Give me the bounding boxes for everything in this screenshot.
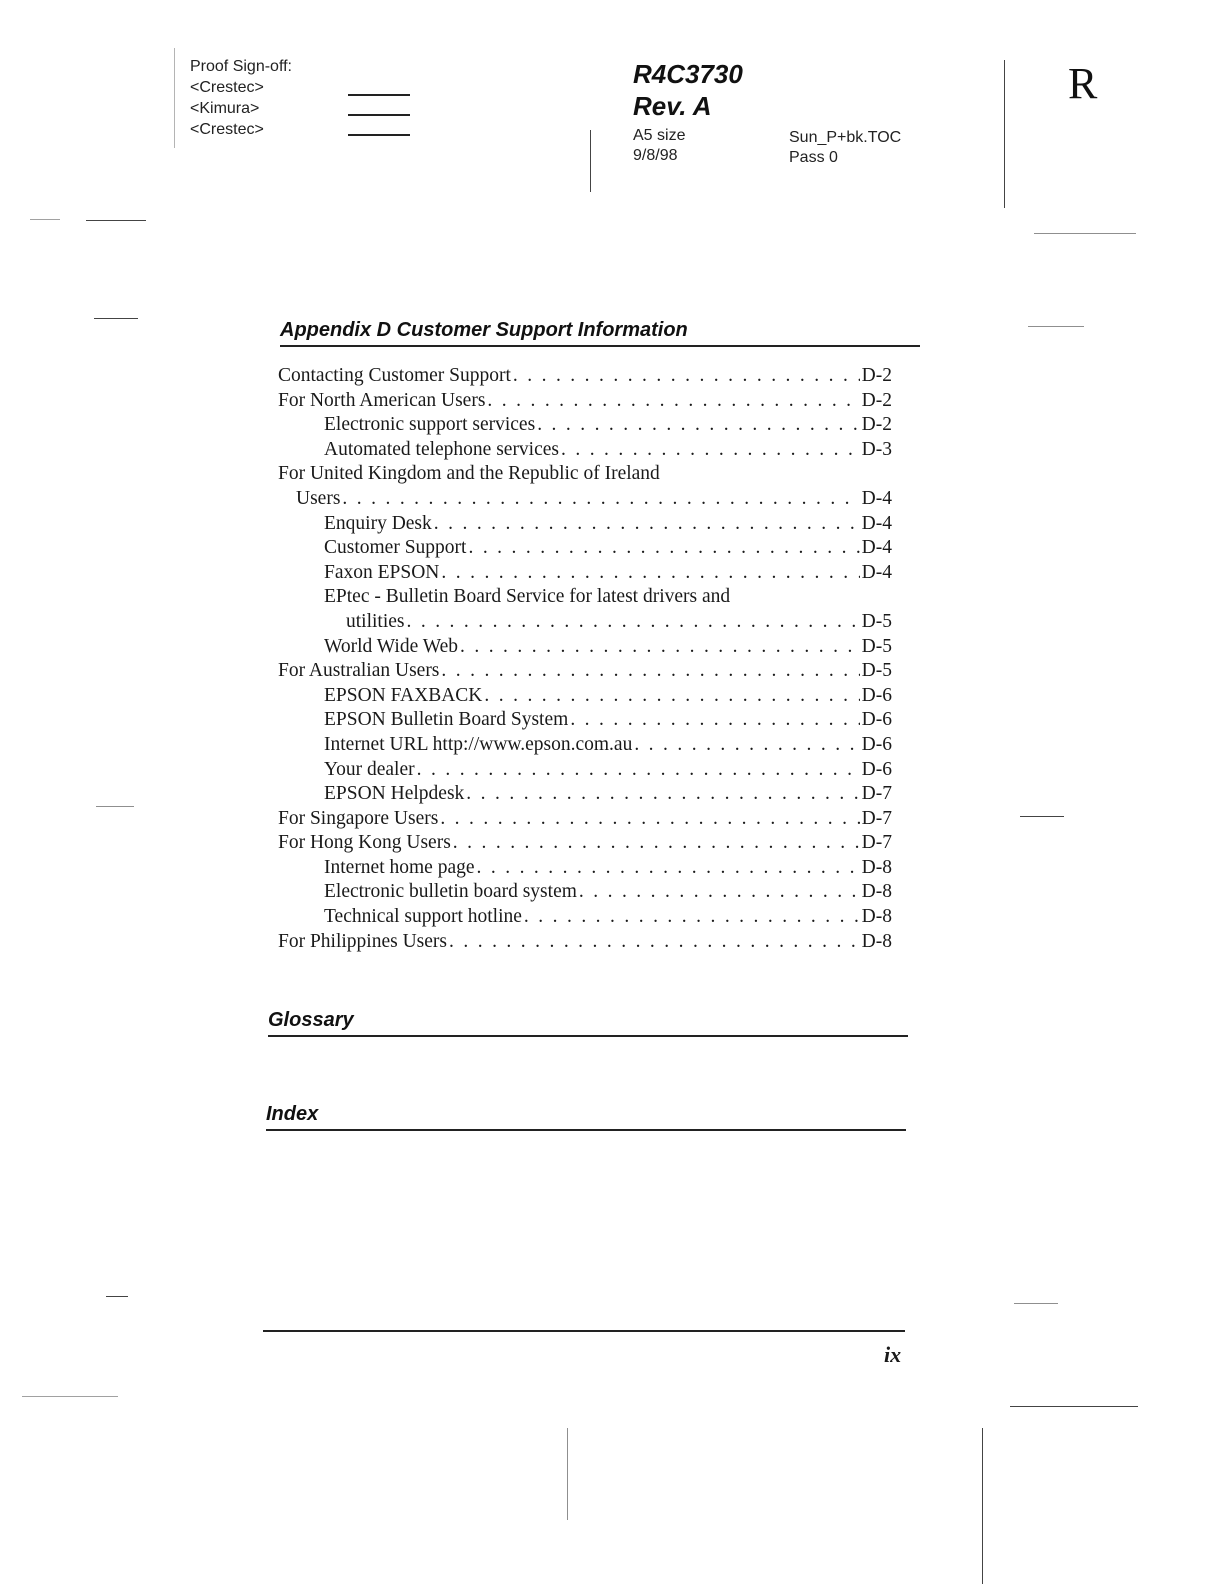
toc-entry-title: Your dealer	[324, 758, 415, 780]
toc-entry-page: D-7	[861, 783, 892, 805]
toc-entry-page: D-6	[861, 733, 892, 755]
page-number: ix	[884, 1342, 902, 1367]
toc-entry-title: World Wide Web	[324, 635, 458, 657]
toc-entry[interactable]	[270, 512, 892, 537]
toc-entry-title: Customer Support	[324, 537, 467, 559]
toc-entry[interactable]	[270, 684, 892, 709]
toc-entry[interactable]	[270, 364, 892, 389]
model-block	[633, 58, 743, 122]
toc-entry-title: For United Kingdom and the Republic of Ireland	[278, 463, 660, 485]
signer-1: <Crestec>	[190, 79, 264, 96]
file-pass-block	[789, 128, 901, 168]
toc-entry-page: D-4	[861, 561, 892, 583]
page-size: A5 size	[633, 127, 686, 144]
table-of-contents	[270, 364, 892, 954]
toc-entry-page: D-6	[861, 758, 892, 780]
crop-mark	[1004, 60, 1005, 208]
toc-entry-title: Internet home page	[324, 856, 475, 878]
file-name: Sun_P+bk.TOC	[789, 129, 902, 146]
toc-entry[interactable]	[270, 585, 892, 610]
model-number: R4C3730	[633, 59, 743, 89]
appendix-heading: Appendix D Customer Support Information	[280, 318, 920, 347]
toc-entry-title: Internet URL http://www.epson.com.au	[324, 733, 633, 755]
toc-entry-title: utilities	[346, 610, 405, 632]
toc-entry-title: Electronic bulletin board system	[324, 881, 577, 903]
crop-mark	[86, 220, 146, 221]
toc-entry-page: D-4	[861, 487, 892, 509]
toc-entry-page: D-7	[861, 832, 892, 854]
toc-entry[interactable]	[270, 659, 892, 684]
toc-entry-title: Electronic support services	[324, 414, 536, 436]
signer-3: <Crestec>	[190, 121, 264, 138]
crop-mark	[590, 130, 591, 192]
footer-rule	[263, 1330, 905, 1332]
crop-mark	[106, 1296, 128, 1297]
crop-mark	[1014, 1303, 1058, 1304]
toc-entry[interactable]	[270, 389, 892, 414]
toc-entry-page: D-8	[861, 856, 892, 878]
glossary-heading[interactable]: Glossary	[268, 1008, 908, 1037]
crop-mark	[567, 1428, 568, 1520]
crop-mark	[22, 1396, 118, 1397]
signer-2: <Kimura>	[190, 100, 260, 117]
crop-mark	[1010, 1406, 1138, 1407]
toc-entry-title: For North American Users	[278, 389, 486, 411]
toc-entry[interactable]	[270, 807, 892, 832]
toc-entry[interactable]	[270, 413, 892, 438]
toc-entry[interactable]	[270, 856, 892, 881]
toc-entry-page: D-5	[861, 610, 892, 632]
toc-entry-page: D-2	[861, 365, 892, 386]
toc-entry-page: D-6	[861, 709, 892, 731]
toc-entry-title: For Hong Kong Users	[278, 832, 451, 854]
proof-signoff-block	[190, 56, 292, 140]
crop-mark	[96, 806, 134, 807]
toc-entry[interactable]	[270, 708, 892, 733]
toc-entry[interactable]	[270, 733, 892, 758]
toc-entry-title: Users	[296, 487, 341, 509]
toc-entry-title: Contacting Customer Support	[278, 365, 511, 386]
toc-entry-page: D-4	[861, 537, 892, 559]
page-marker: R	[1068, 59, 1098, 108]
toc-entry[interactable]	[270, 880, 892, 905]
toc-entry-page: D-4	[861, 512, 892, 534]
toc-entry-page: D-8	[861, 930, 892, 952]
crop-mark	[1020, 816, 1064, 817]
toc-entry[interactable]	[270, 610, 892, 635]
toc-entry[interactable]	[270, 487, 892, 512]
toc-entry-page: D-5	[861, 635, 892, 657]
toc-entry[interactable]	[270, 831, 892, 856]
crop-mark	[94, 318, 138, 319]
toc-entry[interactable]	[270, 782, 892, 807]
toc-entry[interactable]	[270, 635, 892, 660]
toc-entry-title: EPSON FAXBACK	[324, 684, 483, 706]
toc-entry-page: D-5	[861, 660, 892, 682]
crop-mark	[174, 48, 175, 148]
index-heading[interactable]: Index	[266, 1102, 906, 1131]
toc-entry-title: For Singapore Users	[278, 807, 439, 829]
toc-entry-title: EPtec - Bulletin Board Service for latest drivers and	[324, 586, 731, 608]
toc-entry-title: For Australian Users	[278, 660, 440, 682]
pass-number: Pass 0	[789, 149, 838, 166]
toc-entry[interactable]	[270, 462, 892, 487]
crop-mark	[30, 219, 60, 220]
toc-entry[interactable]	[270, 438, 892, 463]
crop-mark	[1034, 233, 1136, 234]
signoff-line-2	[348, 114, 410, 116]
toc-entry-page: D-2	[861, 389, 892, 411]
toc-entry-page: D-8	[861, 906, 892, 928]
crop-mark	[982, 1428, 983, 1584]
revision: Rev. A	[633, 91, 712, 121]
toc-entry[interactable]	[270, 561, 892, 586]
date: 9/8/98	[633, 147, 678, 164]
toc-entry[interactable]	[270, 536, 892, 561]
toc-entry-title: EPSON Bulletin Board System	[324, 709, 569, 731]
toc-entry[interactable]	[270, 758, 892, 783]
toc-entry-title: Automated telephone services	[324, 438, 559, 460]
proof-signoff-label: Proof Sign-off:	[190, 58, 292, 75]
toc-entry-page: D-7	[861, 807, 892, 829]
toc-entry-title: Enquiry Desk	[324, 512, 432, 534]
toc-entry-page: D-6	[861, 684, 892, 706]
toc-entry-page: D-8	[861, 881, 892, 903]
size-date-block	[633, 126, 685, 166]
signoff-line-1	[348, 94, 410, 96]
toc-entry-page: D-3	[861, 438, 892, 460]
toc-entry-title: EPSON Helpdesk	[324, 783, 465, 805]
toc-entry[interactable]	[270, 905, 892, 930]
toc-entry-title: Faxon EPSON	[324, 561, 440, 583]
signoff-line-3	[348, 134, 410, 136]
toc-entry[interactable]	[270, 930, 892, 955]
crop-mark	[1028, 326, 1084, 327]
toc-entry-page: D-2	[861, 414, 892, 436]
toc-entry-title: For Philippines Users	[278, 930, 448, 952]
toc-entry-title: Technical support hotline	[324, 906, 522, 928]
